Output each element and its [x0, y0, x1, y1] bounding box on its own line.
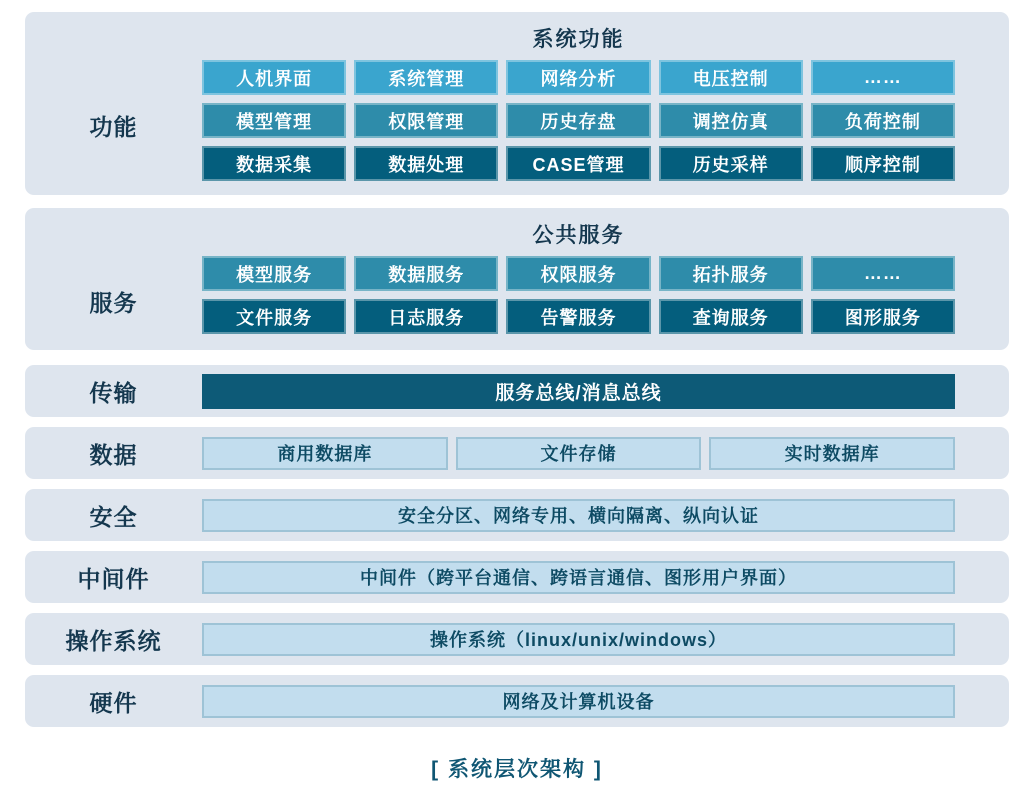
layer-function-label: 功能 [89, 114, 138, 140]
layer-data-label: 数据 [89, 441, 138, 468]
layer-service [25, 208, 1009, 350]
layer-middleware [25, 551, 1009, 603]
middleware-box: 中间件（跨平台通信、跨语言通信、图形用户界面） [202, 561, 955, 594]
data-store-box: 实时数据库 [709, 437, 955, 470]
service-cell: 数据服务 [354, 256, 498, 291]
layer-os-label: 操作系统 [65, 627, 162, 654]
layer-function [25, 12, 1009, 195]
service-cell: 权限服务 [506, 256, 650, 291]
function-cell: 顺序控制 [811, 146, 955, 181]
service-cell-more: …… [811, 256, 955, 291]
layer-function-title: 系统功能 [532, 28, 625, 51]
data-store-row [202, 437, 955, 470]
function-cell: 系统管理 [354, 60, 498, 95]
function-cell: 负荷控制 [811, 103, 955, 138]
service-cell: 文件服务 [202, 299, 346, 334]
service-cell: 拓扑服务 [659, 256, 803, 291]
service-cell: 查询服务 [659, 299, 803, 334]
function-cell-more: …… [811, 60, 955, 95]
function-cell: 历史采样 [659, 146, 803, 181]
service-bus-bar: 服务总线/消息总线 [202, 374, 955, 409]
layer-service-label: 服务 [89, 289, 138, 316]
layer-transport-label: 传输 [89, 379, 138, 406]
function-cell: 模型管理 [202, 103, 346, 138]
layer-hardware-label: 硬件 [89, 689, 138, 716]
layer-middleware-label: 中间件 [77, 565, 150, 592]
function-cell: 网络分析 [506, 60, 650, 95]
function-cell: 电压控制 [659, 60, 803, 95]
service-cell: 日志服务 [354, 299, 498, 334]
layer-transport [25, 365, 1009, 417]
function-cell: CASE管理 [506, 146, 650, 181]
service-grid [202, 256, 955, 334]
layer-security [25, 489, 1009, 541]
layer-service-title: 公共服务 [532, 224, 625, 247]
layer-security-label: 安全 [89, 503, 138, 530]
function-cell: 数据采集 [202, 146, 346, 181]
function-cell: 数据处理 [354, 146, 498, 181]
service-cell: 告警服务 [506, 299, 650, 334]
diagram-caption: [ 系统层次架构 ] [431, 758, 603, 781]
data-store-box: 文件存储 [456, 437, 702, 470]
layer-os [25, 613, 1009, 665]
hardware-box: 网络及计算机设备 [202, 685, 955, 718]
os-box: 操作系统（linux/unix/windows） [202, 623, 955, 656]
service-cell: 图形服务 [811, 299, 955, 334]
function-cell: 人机界面 [202, 60, 346, 95]
layer-hardware [25, 675, 1009, 727]
function-cell: 权限管理 [354, 103, 498, 138]
layer-data [25, 427, 1009, 479]
function-cell: 历史存盘 [506, 103, 650, 138]
data-store-box: 商用数据库 [202, 437, 448, 470]
security-box: 安全分区、网络专用、横向隔离、纵向认证 [202, 499, 955, 532]
function-grid [202, 60, 955, 181]
service-cell: 模型服务 [202, 256, 346, 291]
function-cell: 调控仿真 [659, 103, 803, 138]
